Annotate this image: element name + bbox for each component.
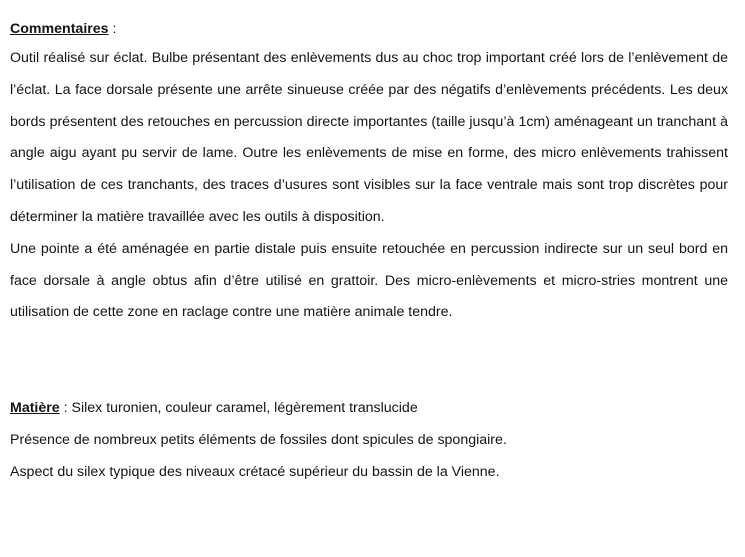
material-value: : Silex turonien, couleur caramel, légèrement translucide xyxy=(59,400,418,417)
material-line-3: Aspect du silex typique des niveaux crétacé supérieur du bassin de la Vienne. xyxy=(10,464,500,481)
material-heading xyxy=(10,392,728,424)
section-spacer xyxy=(10,329,728,392)
document-page xyxy=(10,15,728,488)
comments-heading xyxy=(10,15,728,43)
material-section xyxy=(10,392,728,488)
comments-paragraph-1: Outil réalisé sur éclat. Bulbe présentant des enlèvements dus au choc trop important créé lors de l’enlèvement de l’éclat. La face dorsale présente une arrête sinueuse créée par des négatifs d’enlèvements précédents. Les deux bords présentent des retouches en percussion directe importantes (taille jusqu’à 1cm) aménageant un tranchant à angle aigu ayant pu servir de lame. Outre les enlèvements de mise en forme, des micro enlèvements trahissent l’utilisation de ces tranchants, des traces d’usures sont visibles sur la face ventrale mais sont trop discrètes pour déterminer la matière travaillée avec les outils à disposition. xyxy=(10,50,728,225)
comments-paragraph-2: Une pointe a été aménagée en partie distale puis ensuite retouchée en percussion indirecte sur un seul bord en face dorsale à angle obtus afin d’être utilisé en grattoir. Des micro-enlèvements et micro-stries montrent une utilisation de cette zone en raclage contre une matière animale tendre. xyxy=(10,240,728,321)
comments-label: Commentaires xyxy=(10,21,109,37)
material-label: Matière xyxy=(10,400,60,417)
comments-label-suffix: : xyxy=(108,21,117,37)
material-line-2: Présence de nombreux petits éléments de fossiles dont spicules de spongiaire. xyxy=(10,432,507,449)
